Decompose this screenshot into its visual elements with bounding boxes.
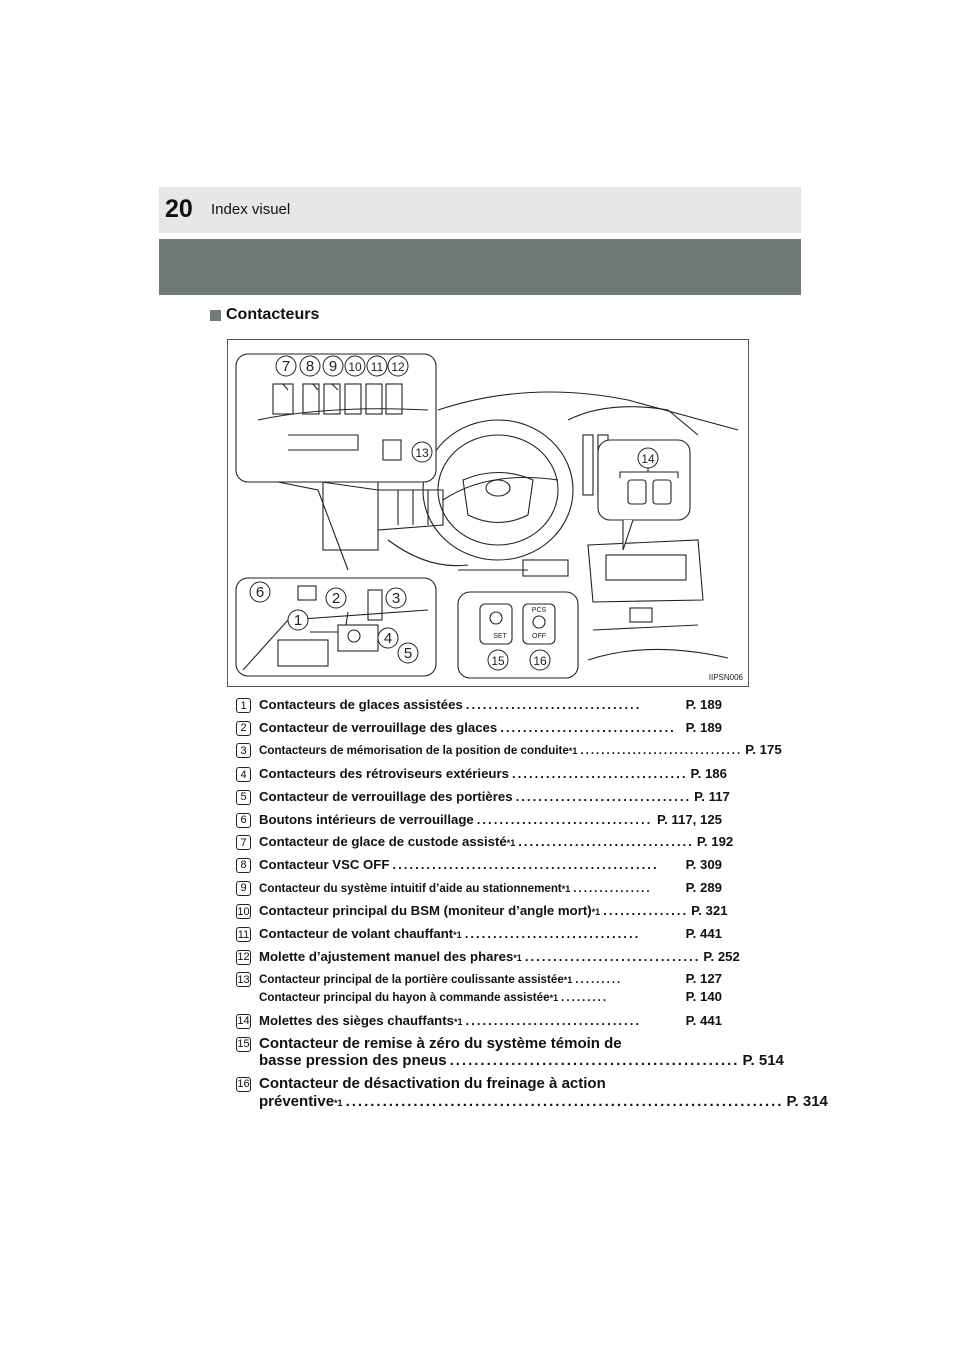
- item-label: Contacteur de désactivation du freinage à action: [259, 1074, 606, 1092]
- list-item-3: 3 Contacteurs de mémorisation de la position de conduite *1 ............................... P. 175: [236, 739, 722, 763]
- callout-12: [388, 356, 408, 376]
- svg-text:4: 4: [383, 630, 393, 647]
- item-page-link[interactable]: P. 321: [691, 903, 728, 919]
- list-item-9: 9 Contacteur du système intuitif d’aide au stationnement *1 ............... P. 289: [236, 877, 722, 901]
- callout-3: [386, 588, 406, 608]
- list-item-8: 8 Contacteur VSC OFF ............................................... P. 309: [236, 854, 722, 877]
- svg-text:7: 7: [281, 358, 291, 375]
- list-item-1: 1 Contacteurs de glaces assistées ............................... P. 189: [236, 694, 722, 717]
- item-label: Contacteur de remise à zéro du système témoin de: [259, 1034, 622, 1052]
- callout-7: [276, 356, 296, 376]
- item-page-link[interactable]: P. 309: [685, 856, 722, 872]
- callout-1: [288, 610, 308, 630]
- item-number: 7: [236, 835, 251, 850]
- item-number: 16: [237, 1078, 250, 1091]
- page-number: 20: [165, 195, 193, 223]
- svg-text:6: 6: [255, 584, 265, 601]
- section-title: Contacteurs: [226, 306, 320, 323]
- item-page-link[interactable]: P. 117: [694, 788, 730, 804]
- item-page-link[interactable]: P. 441: [685, 1012, 722, 1028]
- list-item-16: 16 Contacteur de désactivation du freinage à action préventive *1 ....................................................................... P. 314: [236, 1073, 722, 1113]
- callout-16: [530, 650, 550, 670]
- svg-text:12: 12: [391, 360, 405, 374]
- item-page-link[interactable]: P. 289: [685, 879, 722, 895]
- item-page-link[interactable]: P. 186: [690, 766, 727, 782]
- item-number: 4: [236, 767, 251, 782]
- callout-11: [367, 356, 387, 376]
- svg-text:13: 13: [415, 446, 429, 460]
- svg-text:9: 9: [328, 358, 338, 375]
- item-page-link[interactable]: P. 175: [745, 742, 782, 758]
- item-number: 1: [236, 698, 251, 713]
- svg-text:14: 14: [641, 452, 655, 466]
- item-label: Contacteur de volant chauffant: [259, 926, 454, 942]
- item-number: 14: [237, 1015, 250, 1028]
- item-page-link[interactable]: P. 127: [685, 971, 722, 987]
- item-number: 9: [236, 881, 251, 896]
- item-page-link[interactable]: P. 252: [703, 948, 740, 964]
- callout-10: [345, 356, 365, 376]
- item-label: Contacteurs de mémorisation de la position de conduite: [259, 744, 569, 758]
- callout-4: [378, 628, 398, 648]
- list-item-15: 15 Contacteur de remise à zéro du système témoin de basse pression des pneus ............................................... P. 514: [236, 1033, 722, 1073]
- item-page-link[interactable]: P. 314: [786, 1092, 828, 1110]
- header-title: Index visuel: [211, 201, 291, 218]
- callout-15: [488, 650, 508, 670]
- header-band: [159, 239, 801, 295]
- header-bar: [159, 187, 801, 233]
- list-item-10: 10 Contacteur principal du BSM (moniteur d’angle mort) *1 ............... P. 321: [236, 900, 722, 923]
- callout-8: [300, 356, 320, 376]
- item-page-link[interactable]: P. 117, 125: [656, 811, 722, 827]
- list-item-4: 4 Contacteurs des rétroviseurs extérieurs ............................... P. 186: [236, 763, 722, 786]
- callout-5: [398, 643, 418, 663]
- item-label: Contacteur de verrouillage des glaces: [259, 719, 498, 735]
- section-square-icon: [210, 310, 221, 321]
- callout-9: [323, 356, 343, 376]
- item-label: Contacteur VSC OFF: [259, 856, 390, 872]
- item-page-link[interactable]: P. 189: [685, 719, 722, 735]
- dashboard-drawing: [228, 340, 748, 686]
- item-page-link[interactable]: P. 514: [742, 1052, 784, 1070]
- item-label: Molettes des sièges chauffants: [259, 1012, 454, 1028]
- item-number: 3: [236, 743, 251, 758]
- item-number: 12: [237, 951, 250, 964]
- list-item-7: 7 Contacteur de glace de custode assisté *1 ............................... P. 192: [236, 831, 722, 854]
- item-number: 13: [237, 973, 250, 986]
- item-label: Contacteur principal du BSM (moniteur d’angle mort): [259, 903, 592, 919]
- item-number: 5: [236, 790, 251, 805]
- svg-text:10: 10: [348, 360, 362, 374]
- item-page-link[interactable]: P. 192: [696, 834, 734, 850]
- list-item-13: 13 Contacteur principal de la portière coulissante assistée *1 ......... P. 127 Contacteur principal du hayon à commande assistée *1 ......... P. 140: [236, 968, 722, 1009]
- svg-text:15: 15: [491, 654, 505, 668]
- list-item-12: 12 Molette d’ajustement manuel des phares *1 ............................... P. 252: [236, 946, 722, 969]
- item-label-2: Contacteur principal du hayon à commande assistée: [259, 991, 550, 1005]
- set-label: SET: [493, 633, 507, 640]
- item-number: 2: [236, 721, 251, 736]
- svg-text:3: 3: [391, 590, 401, 607]
- item-label: Contacteur principal de la portière coulissante assistée: [259, 973, 564, 987]
- item-number: 11: [237, 928, 250, 941]
- figure-code: IIPSN006: [708, 673, 743, 682]
- callout-13: [412, 442, 432, 462]
- item-number: 8: [236, 858, 251, 873]
- switch-list: [236, 694, 828, 1113]
- item-label: Contacteurs de glaces assistées: [259, 697, 463, 712]
- svg-text:1: 1: [293, 612, 303, 629]
- pcs-off-label: OFF: [532, 633, 546, 640]
- item-number: 10: [237, 905, 250, 918]
- svg-text:5: 5: [403, 645, 413, 662]
- item-label-2: basse pression des pneus: [259, 1052, 447, 1070]
- item-label: Contacteur du système intuitif d’aide au stationnement: [259, 881, 562, 895]
- callout-2: [326, 588, 346, 608]
- pcs-label: PCS: [531, 607, 547, 614]
- item-number: 15: [237, 1038, 250, 1051]
- item-page-link[interactable]: P. 189: [685, 697, 722, 712]
- list-item-2: 2 Contacteur de verrouillage des glaces ............................... P. 189: [236, 717, 722, 740]
- item-label: Contacteur de verrouillage des portières: [259, 788, 513, 804]
- item-number: 6: [236, 813, 251, 828]
- dashboard-illustration: [227, 339, 749, 687]
- section-heading: [210, 306, 319, 324]
- item-label: Contacteurs des rétroviseurs extérieurs: [259, 766, 509, 782]
- list-item-11: 11 Contacteur de volant chauffant *1 ............................... P. 441: [236, 923, 722, 946]
- svg-text:8: 8: [305, 358, 315, 375]
- svg-text:2: 2: [331, 590, 341, 607]
- item-label: Contacteur de glace de custode assisté: [259, 834, 507, 850]
- item-page-link[interactable]: P. 441: [685, 926, 722, 942]
- item-page-link-2[interactable]: P. 140: [685, 989, 722, 1005]
- list-item-6: 6 Boutons intérieurs de verrouillage ............................... P. 117, 125: [236, 809, 722, 832]
- item-label-2: préventive: [259, 1092, 335, 1110]
- svg-text:16: 16: [533, 654, 547, 668]
- item-label: Boutons intérieurs de verrouillage: [259, 811, 474, 827]
- list-item-14: 14 Molettes des sièges chauffants *1 ............................... P. 441: [236, 1010, 722, 1033]
- callout-6: [250, 582, 270, 602]
- item-label: Molette d’ajustement manuel des phares: [259, 948, 514, 964]
- svg-text:11: 11: [370, 360, 384, 374]
- callout-14: [638, 448, 658, 468]
- list-item-5: 5 Contacteur de verrouillage des portières ............................... P. 117: [236, 786, 722, 809]
